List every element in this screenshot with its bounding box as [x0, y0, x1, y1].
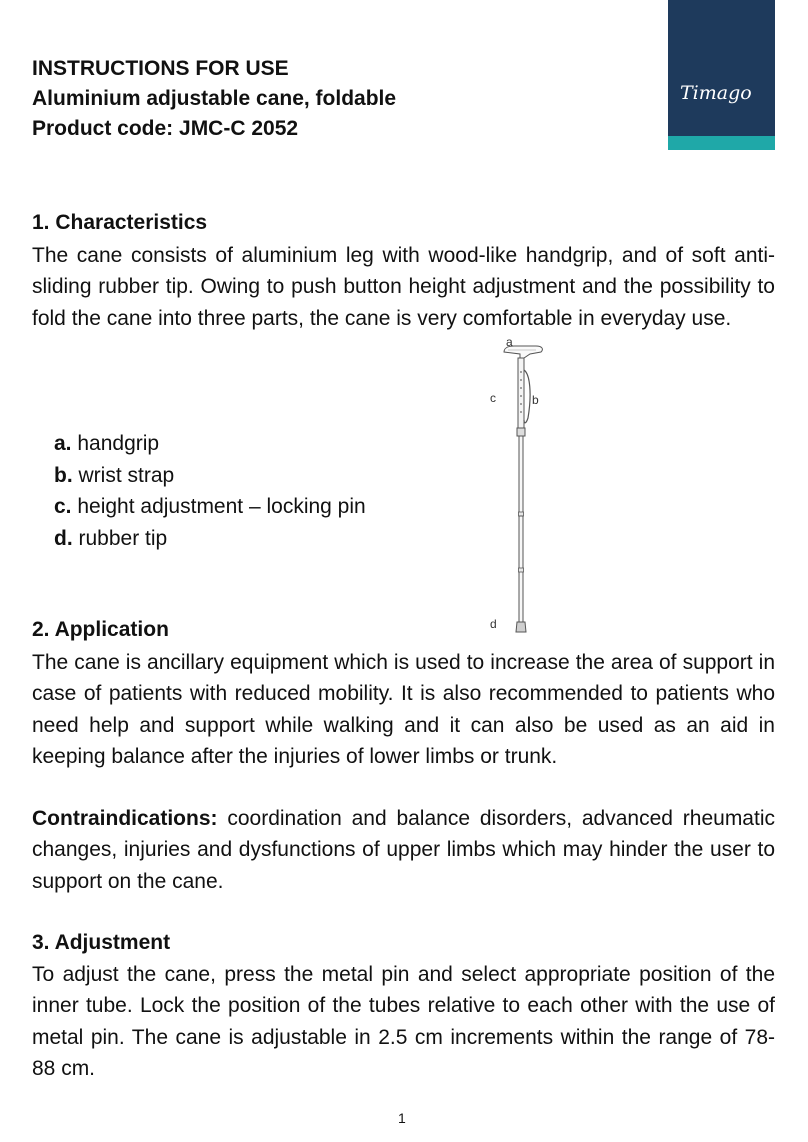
list-item	[54, 523, 366, 555]
diagram-label-b: b	[532, 393, 539, 407]
cane-joint	[519, 568, 524, 572]
section-heading-characteristics: 1. Characteristics	[32, 211, 208, 234]
list-item	[54, 428, 366, 460]
contraindications-paragraph	[32, 803, 775, 897]
diagram-label-d: d	[490, 617, 497, 631]
cane-locking-collar	[517, 428, 525, 436]
title-line-1: INSTRUCTIONS FOR USE	[32, 57, 289, 80]
cane-diagram	[480, 334, 560, 634]
application-paragraph: The cane is ancillary equipment which is used to increase the area of support in case of patients with reduced mobility. It is also recommended to patients who need help and support while walking and it can also be used as an aid in keeping balance after the injuries of lower limbs or trunk.	[32, 651, 775, 768]
contraindications-text: coordination and balance disorders, advanced rheumatic changes, injuries and dysfunctions of upper limbs which may hinder the user to support on the cane.	[32, 807, 775, 893]
list-item	[54, 491, 366, 523]
characteristics-paragraph: The cane consists of aluminium leg with wood-like handgrip, and of soft anti-sliding rubber tip. Owing to push button height adjustment and the possibility to fold the cane into three parts, the cane is very comfortable in everyday use.	[32, 244, 775, 330]
logo-text: Timago	[680, 82, 752, 104]
document-title	[32, 54, 396, 144]
section-heading-adjustment: 3. Adjustment	[32, 931, 171, 954]
cane-middle-tube	[519, 436, 523, 514]
title-line-2: Aluminium adjustable cane, foldable	[32, 87, 397, 110]
list-letter: d.	[54, 526, 73, 550]
diagram-label-a: a	[506, 335, 513, 349]
section-heading-application: 2. Application	[32, 618, 169, 641]
diagram-label-c: c	[490, 391, 496, 405]
cane-upper-tube	[518, 358, 524, 430]
cane-joint	[519, 512, 524, 516]
list-text: wrist strap	[72, 463, 175, 487]
contraindications-label: Contraindications:	[32, 807, 218, 830]
title-line-3: Product code: JMC-C 2052	[32, 117, 299, 140]
parts-list	[54, 428, 366, 554]
brand-logo	[668, 0, 775, 150]
list-text: rubber tip	[72, 526, 168, 550]
list-letter: a.	[54, 432, 72, 455]
adjustment-paragraph: To adjust the cane, press the metal pin and select appropriate position of the inner tube. Lock the position of the tubes relative to each other with the use of metal pin. The cane is adjustable in 2.5 cm increments within the range of 78-88 cm.	[32, 963, 775, 1080]
page-number: 1	[398, 1110, 406, 1126]
list-text: height adjustment – locking pin	[71, 495, 366, 518]
cane-wrist-strap	[524, 370, 530, 423]
list-letter: c.	[54, 495, 72, 518]
list-text: handgrip	[71, 432, 160, 455]
logo-accent-stripe	[668, 136, 775, 150]
list-letter: b.	[54, 463, 73, 487]
cane-rubber-tip	[516, 622, 526, 632]
list-item	[54, 460, 366, 492]
